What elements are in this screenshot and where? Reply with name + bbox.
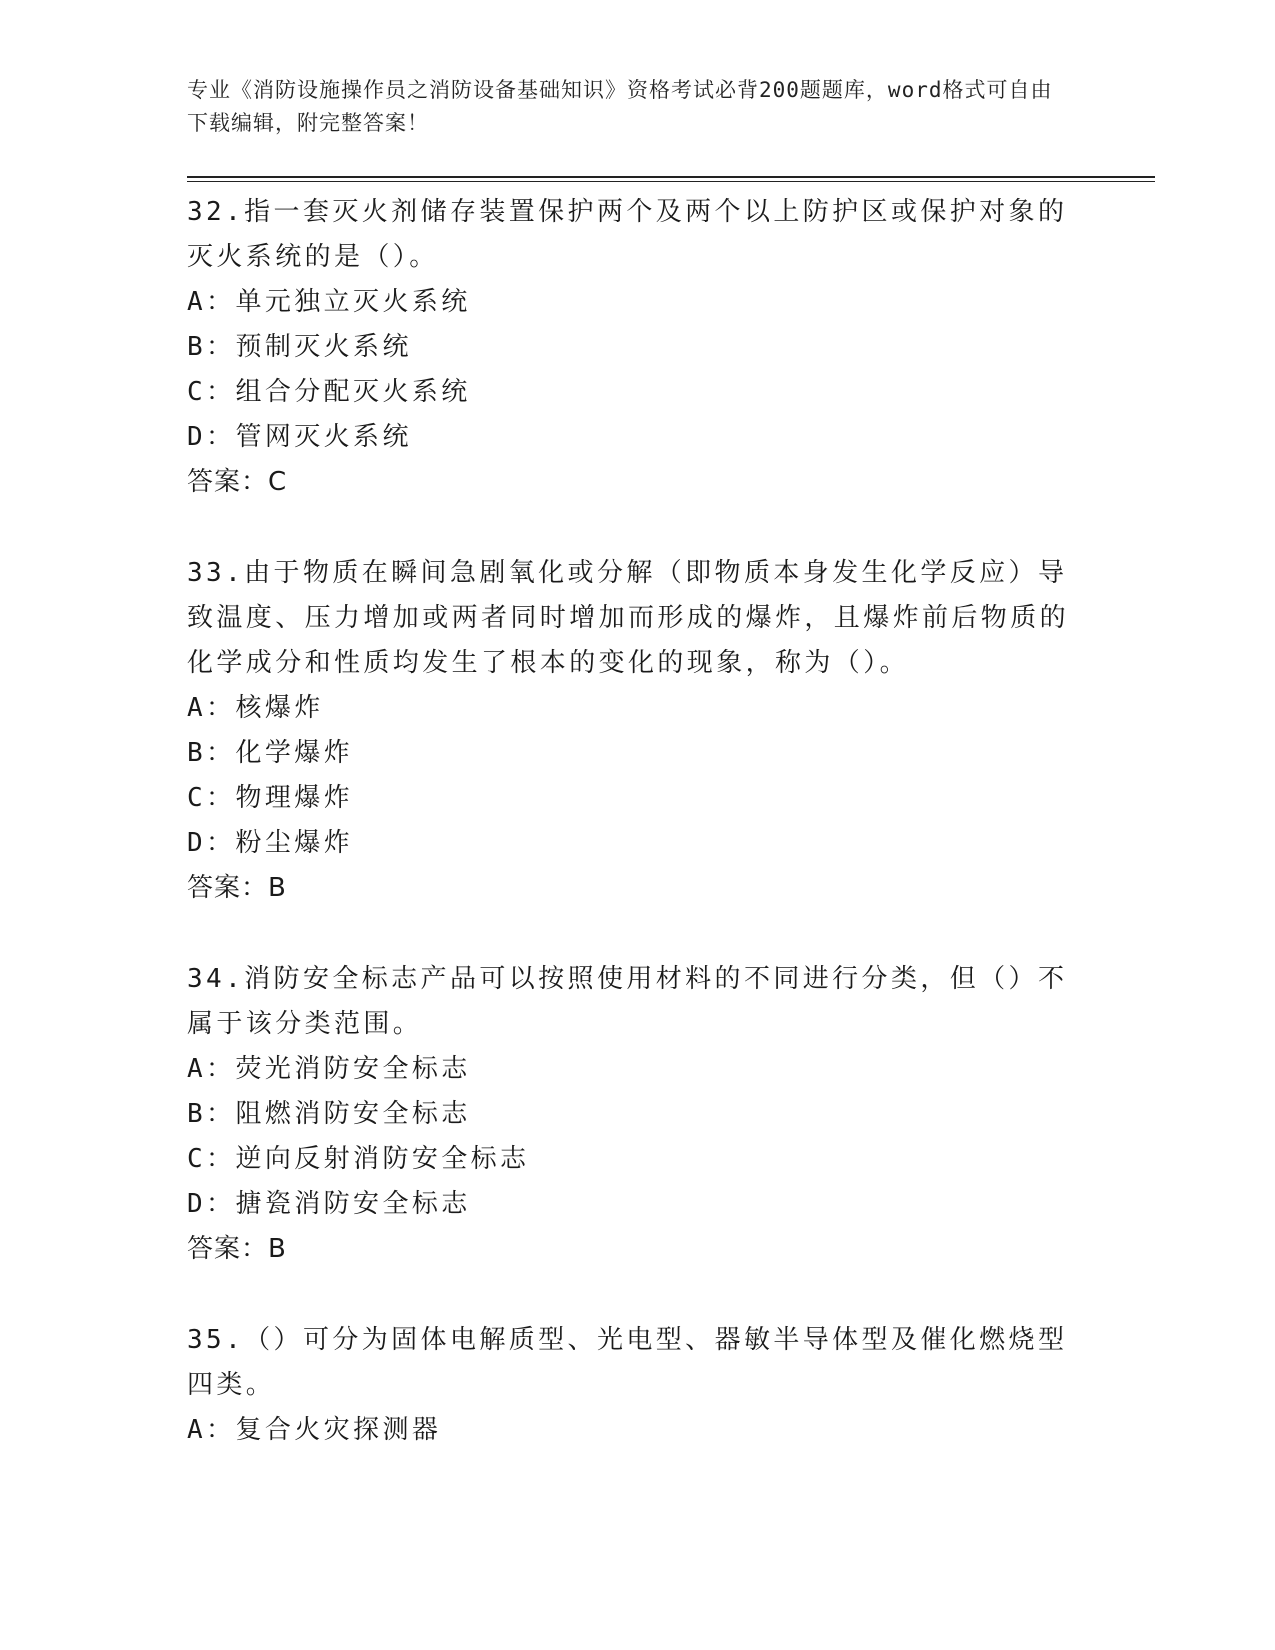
option-c: C：逆向反射消防安全标志 bbox=[187, 1144, 530, 1174]
option-d: D：搪瓷消防安全标志 bbox=[187, 1189, 471, 1219]
question-stem: 34.消防安全标志产品可以按照使用材料的不同进行分类，但（）不属于该分类范围。 bbox=[187, 964, 1068, 1039]
option-c: C：组合分配灭火系统 bbox=[187, 377, 471, 407]
question-stem: 33.由于物质在瞬间急剧氧化或分解（即物质本身发生化学反应）导致温度、压力增加或两者同时增加而形成的爆炸，且爆炸前后物质的化学成分和性质均发生了根本的变化的现象，称为（）。 bbox=[187, 558, 1070, 678]
question-34 bbox=[187, 957, 1077, 1272]
option-a: A：核爆炸 bbox=[187, 693, 324, 723]
answer: 答案：B bbox=[187, 873, 287, 903]
header-divider-thin bbox=[187, 181, 1155, 182]
document-header: 专业《消防设施操作员之消防设备基础知识》资格考试必背200题题库，word格式可自由下载编辑，附完整答案！ bbox=[187, 78, 1053, 135]
option-a: A：荧光消防安全标志 bbox=[187, 1054, 471, 1084]
question-33 bbox=[187, 551, 1077, 911]
option-b: B：预制灭火系统 bbox=[187, 332, 412, 362]
question-32 bbox=[187, 190, 1077, 505]
option-b: B：化学爆炸 bbox=[187, 738, 354, 768]
answer: 答案：B bbox=[187, 1234, 287, 1264]
question-stem: 35.（）可分为固体电解质型、光电型、器敏半导体型及催化燃烧型四类。 bbox=[187, 1325, 1068, 1400]
option-c: C：物理爆炸 bbox=[187, 783, 354, 813]
option-a: A：复合火灾探测器 bbox=[187, 1415, 442, 1445]
option-a: A：单元独立灭火系统 bbox=[187, 287, 471, 317]
answer: 答案：C bbox=[187, 467, 288, 497]
question-stem: 32.指一套灭火剂储存装置保护两个及两个以上防护区或保护对象的灭火系统的是（）。 bbox=[187, 197, 1068, 272]
question-list bbox=[187, 190, 1077, 1499]
question-35 bbox=[187, 1318, 1077, 1453]
header-divider bbox=[187, 176, 1155, 178]
option-b: B：阻燃消防安全标志 bbox=[187, 1099, 471, 1129]
option-d: D：粉尘爆炸 bbox=[187, 828, 354, 858]
option-d: D：管网灭火系统 bbox=[187, 422, 412, 452]
